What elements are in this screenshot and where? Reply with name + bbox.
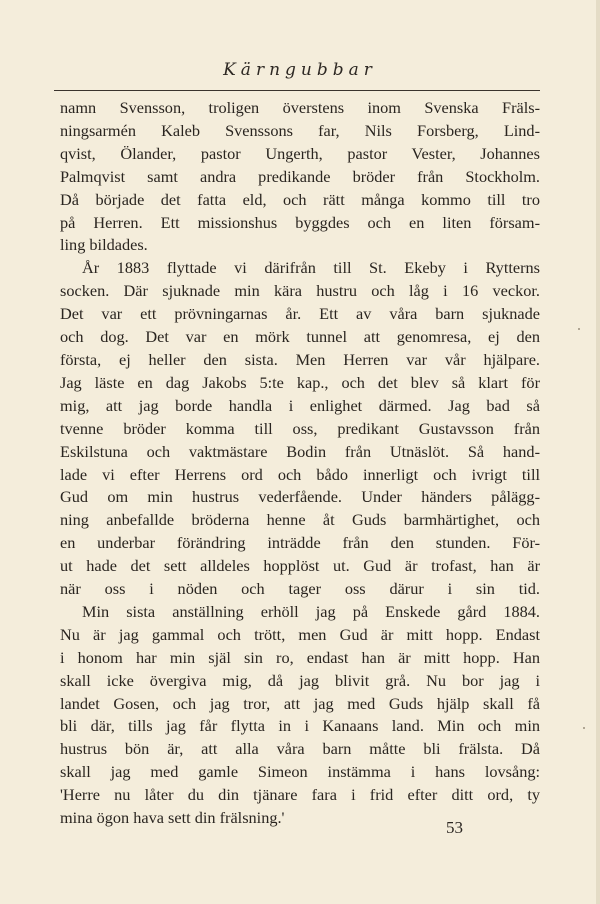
paragraph-3	[60, 601, 540, 830]
text-line: Eskilstuna och vaktmästare Bodin från Utnäslöt. Så hand-	[60, 441, 540, 461]
text-line: skall jag med gamle Simeon instämma i hans lovsång:	[60, 762, 540, 782]
text-line: ningsarmén Kaleb Svenssons far, Nils Forsberg, Lind-	[60, 120, 540, 140]
text-line: Min sista anställning erhöll jag på Enskede gård 1884.	[82, 601, 540, 621]
text-line: hustrus bön är, att alla våra barn måtte bli frälsta. Då	[60, 739, 540, 759]
text-line: År 1883 flyttade vi därifrån till St. Ekeby i Rytterns	[82, 258, 540, 278]
text-line: skall icke övergiva mig, då jag blivit grå. Nu bor jag i	[60, 670, 540, 690]
text-line: socken. Där sjuknade min kära hustru och låg i 16 veckor.	[60, 281, 540, 301]
text-line: Då började det fatta eld, och rätt många kommo till tro	[60, 189, 540, 209]
page-number: 53	[446, 818, 463, 837]
text-line: mig, att jag borde handla i enlighet därmed. Jag bad så	[60, 395, 540, 415]
text-line: 'Herre nu låter du din tjänare fara i frid efter ditt ord, ty	[60, 785, 540, 805]
text-line: på Herren. Ett missionshus byggdes och en liten försam-	[60, 212, 540, 232]
text-line: och dog. Det var en mörk tunnel att genomresa, ej den	[60, 327, 540, 347]
paragraph-1	[60, 97, 540, 257]
paragraph-2	[60, 257, 540, 601]
text-line: Det var ett prövningarnas år. Ett av våra barn sjuknade	[60, 304, 540, 324]
text-line: första, ej heller den sista. Men Herren var vår hjälpare.	[60, 349, 540, 369]
text-line: ning anbefallde bröderna henne åt Guds barmhärtighet, och	[60, 510, 540, 530]
text-line: lade vi efter Herrens ord och bådo innerligt och ivrigt till	[60, 464, 540, 484]
text-line: en underbar förändring inträdde från den stunden. För-	[60, 533, 540, 553]
text-line: Nu är jag gammal och trött, men Gud är mitt hopp. Endast	[60, 624, 540, 644]
text-line: mina ögon hava sett din frälsning.'	[60, 808, 285, 828]
text-line: tvenne bröder komma till oss, predikant Gustavsson från	[60, 418, 540, 438]
text-line: Gud om min hustrus vederfående. Under händers pålägg-	[60, 487, 540, 507]
text-line: ling bildades.	[60, 235, 148, 255]
text-line: namn Svensson, troligen överstens inom Svenska Fräls-	[60, 98, 540, 117]
text-line: bli där, tills jag får flytta in i Kanaans land. Min och min	[60, 716, 540, 736]
text-line: i honom har min själ sin ro, endast han är mitt hopp. Han	[60, 647, 540, 667]
body-text	[60, 97, 540, 830]
running-head: Kärngubbar	[223, 60, 377, 80]
text-line: ut hade det sett alldeles hopplöst ut. Gud är trofast, han är	[60, 556, 540, 576]
page-edge	[596, 0, 600, 904]
header-rule	[54, 90, 540, 91]
text-line: Jag läste en dag Jakobs 5:te kap., och det blev så klart för	[60, 372, 540, 392]
paper-speck	[578, 328, 580, 330]
text-line: landet Gosen, och jag tror, att jag med Guds hjälp skall få	[60, 693, 540, 713]
text-line: när oss i nöden och tager oss därur i sin tid.	[60, 579, 540, 599]
text-line: Palmqvist samt andra predikande bröder från Stockholm.	[60, 166, 540, 186]
text-line: qvist, Ölander, pastor Ungerth, pastor Vester, Johannes	[60, 143, 540, 163]
paper-speck	[583, 727, 585, 729]
